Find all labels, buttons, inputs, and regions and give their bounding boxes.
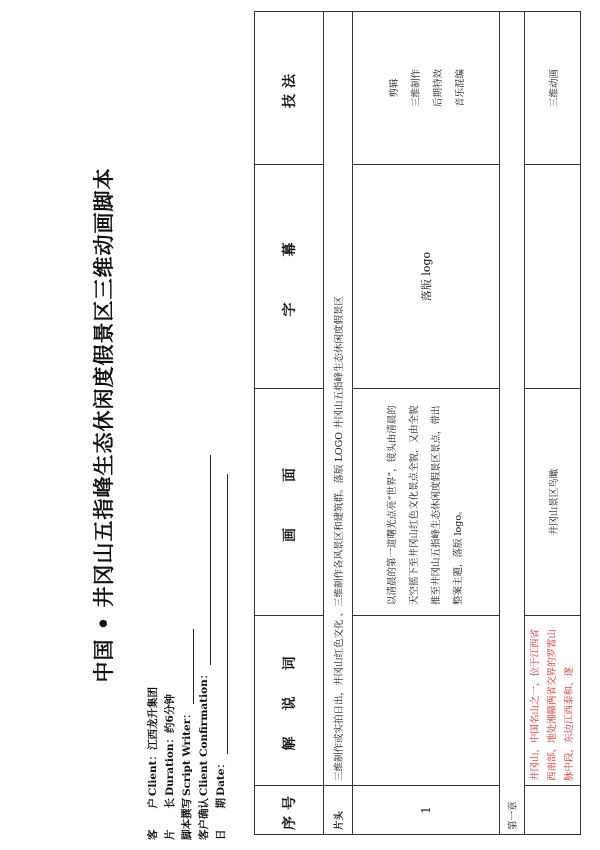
meta-value: Date： [215,758,227,796]
meta-label: 日 期 [215,798,227,840]
meta-value: Script Writer： [181,708,193,796]
chapter-heading: 第一章 [500,12,525,835]
meta-value: Client：江西龙升集团 [147,687,159,796]
row-technique: 三维动画 [525,12,581,165]
meta-client [145,455,162,840]
table-row [525,12,581,835]
meta-client-confirmation [196,455,213,840]
signature-line [181,629,194,704]
row-number [525,786,581,835]
row-scene: 井冈山景区鸟瞰 [525,389,581,616]
row-number: 1 [353,786,500,835]
opening-label: 片头 [324,786,353,835]
header-sequence: 序号 [255,786,324,835]
meta-label: 脚本撰写 [181,798,193,840]
table-row [353,12,500,835]
opening-text: 三维制作或实拍日出，井冈山红色文化 、三维制作各风景区和建筑群。落版 LOGO 井冈山五指峰生态休闲度假景区 [324,12,353,786]
signature-line [215,474,228,754]
meta-label: 客户确认 [198,798,210,840]
document-title: 中国 • 井冈山五指峰生态休闲度假景区三维动画脚本 [91,167,116,683]
technique-item: 音乐混编 [455,69,466,108]
row-subtitle [525,165,581,389]
technique-item: 后期特效 [433,69,444,108]
table-header-row [255,12,324,835]
table-row-opening [324,12,353,835]
technique-item: 剪辑 [389,78,400,98]
script-table [254,11,581,835]
meta-script-writer [179,455,196,840]
header-subtitle: 字 幕 [255,165,324,389]
row-techniques [353,12,500,165]
row-subtitle: 落版 logo [353,165,500,389]
meta-date [213,455,230,840]
meta-duration [162,455,179,840]
meta-label: 客 户 [147,798,159,840]
header-scene: 画 面 [255,389,324,616]
row-scene: 以清晨的第一道曙光点亮“世界”，镜头由清晨的天空摇下至井冈山红色文化景点全貌，又由全貌推至井冈山五指峰生态休闲度假景区景点，带出整案主题，落版 logo。 [353,389,500,616]
row-narration [353,616,500,786]
meta-label: 片 长 [164,798,176,840]
meta-value: Duration：约6分钟 [164,694,176,796]
table-row-chapter [500,12,525,835]
technique-item: 三维制作 [411,69,422,108]
signature-line [198,455,211,665]
meta-info [145,455,230,840]
row-narration: 井冈山，中国名山之一，位于江西省西南部、地处湘赣两省交界的罗霄山脉中段，东边江西泰和、遂 [525,616,581,786]
header-narration: 解 说 词 [255,616,324,786]
header-technique: 技法 [255,12,324,165]
meta-value: Client Confirmation： [198,668,210,796]
